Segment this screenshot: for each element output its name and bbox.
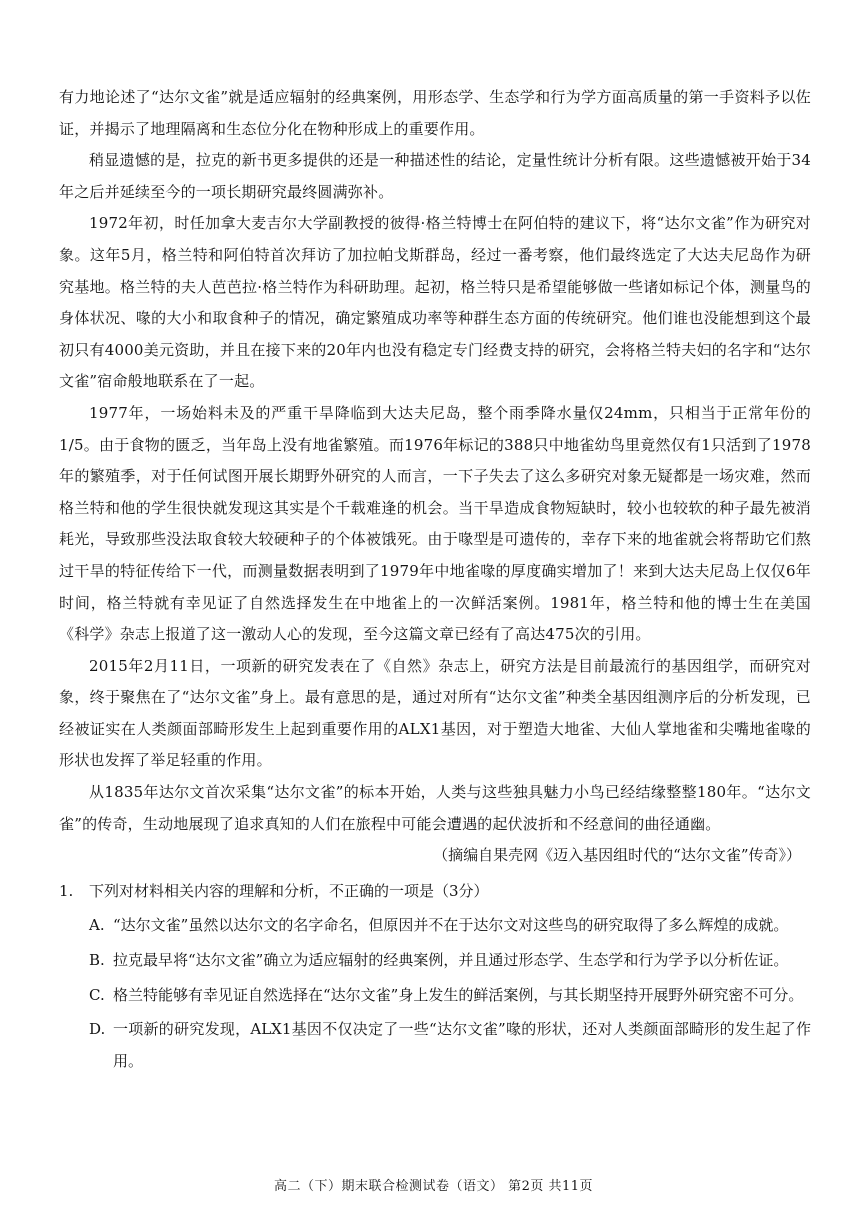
option-b [59,945,811,977]
option-d [59,1014,811,1077]
option-letter: D. [89,1020,106,1039]
option-text: 拉克最早将“达尔文雀”确立为适应辐射的经典案例，并且通过形态学、生态学和行为学予以分析佐证。 [113,951,789,970]
option-letter: A. [89,916,105,935]
passage [59,82,811,1077]
option-a [59,910,811,942]
option-list [59,910,811,1077]
question-number: 1. [59,881,74,900]
question-1 [59,876,811,1078]
paragraph-continuation: 有力地论述了“达尔文雀”就是适应辐射的经典案例，用形态学、生态学和行为学方面高质量的第一手资料予以佐证，并揭示了地理隔离和生态位分化在物种形成上的重要作用。 [59,88,811,138]
option-c [59,980,811,1012]
option-letter: B. [89,951,105,970]
option-text: 一项新的研究发现，ALX1基因不仅决定了一些“达尔文雀”喙的形状，还对人类颜面部畸形的发生起了作用。 [113,1020,811,1070]
option-letter: C. [89,985,105,1004]
paragraph: 2015年2月11日，一项新的研究发表在了《自然》杂志上，研究方法是目前最流行的基因组学，而研究对象，终于聚焦在了“达尔文雀”身上。最有意思的是，通过对所有“达尔文雀”种类全基因组测序后的分析发现，已经被证实在人类颜面部畸形发生上起到重要作用的ALX1基因，对于塑造大地雀、大仙人掌地雀和尖嘴地雀喙的形状也发挥了举足轻重的作用。 [59,656,811,770]
paragraph: 1972年初，时任加拿大麦吉尔大学副教授的彼得·格兰特博士在阿伯特的建议下，将“达尔文雀”作为研究对象。这年5月，格兰特和阿伯特首次拜访了加拉帕戈斯群岛，经过一番考察，他们最终选定了大达夫尼岛作为研究基地。格兰特的夫人芭芭拉·格兰特作为科研助理。起初，格兰特只是希望能够做一些诸如标记个体，测量鸟的身体状况、喙的大小和取食种子的情况，确定繁殖成功率等种群生态方面的传统研究。他们谁也没能想到这个最初只有4000美元资助，并且在接下来的20年内也没有稳定专门经费支持的研究，会将格兰特夫妇的名字和“达尔文雀”宿命般地联系在了一起。 [59,214,811,391]
option-text: “达尔文雀”虽然以达尔文的名字命名，但原因并不在于达尔文对这些鸟的研究取得了多么辉煌的成就。 [113,916,789,935]
paragraph: 1977年，一场始料未及的严重干旱降临到大达夫尼岛，整个雨季降水量仅24mm，只相当于正常年份的1/5。由于食物的匮乏，当年岛上没有地雀繁殖。而1976年标记的388只中地雀幼鸟里竟然仅有1只活到了1978年的繁殖季，对于任何试图开展长期野外研究的人而言，一下子失去了这么多研究对象无疑都是一场灾难，然而格兰特和他的学生很快就发现这其实是个千载难逢的机会。当干旱造成食物短缺时，较小也较软的种子最先被消耗光，导致那些没法取食较大较硬种子的个体被饿死。由于喙型是可遗传的，幸存下来的地雀就会将帮助它们熬过干旱的特征传给下一代，而测量数据表明到了1979年中地雀喙的厚度确实增加了！来到大达夫尼岛上仅仅6年时间，格兰特就有幸见证了自然选择发生在中地雀上的一次鲜活案例。1981年，格兰特和他的博士生在美国《科学》杂志上报道了这一激动人心的发现，至今这篇文章已经有了高达475次的引用。 [59,403,811,644]
question-stem [59,876,811,908]
page-footer: 高二（下）期末联合检测试卷（语文） 第2页 共11页 [273,1179,594,1194]
question-text: 下列对材料相关内容的理解和分析，不正确的一项是（3分） [89,881,489,900]
paragraph: 稍显遗憾的是，拉克的新书更多提供的还是一种描述性的结论，定量性统计分析有限。这些遗憾被开始于34年之后并延续至今的一项长期研究最终圆满弥补。 [59,151,811,201]
paragraph: 从1835年达尔文首次采集“达尔文雀”的标本开始，人类与这些独具魅力小鸟已经结缘整整180年。“达尔文雀”的传奇，生动地展现了追求真知的人们在旅程中可能会遭遇的起伏波折和不经意间的曲径通幽。 [59,783,811,833]
option-text: 格兰特能够有幸见证自然选择在“达尔文雀”身上发生的鲜活案例，与其长期坚持开展野外研究密不可分。 [113,985,804,1004]
source-citation: （摘编自果壳网《迈入基因组时代的“达尔文雀”传奇》） [433,846,801,865]
